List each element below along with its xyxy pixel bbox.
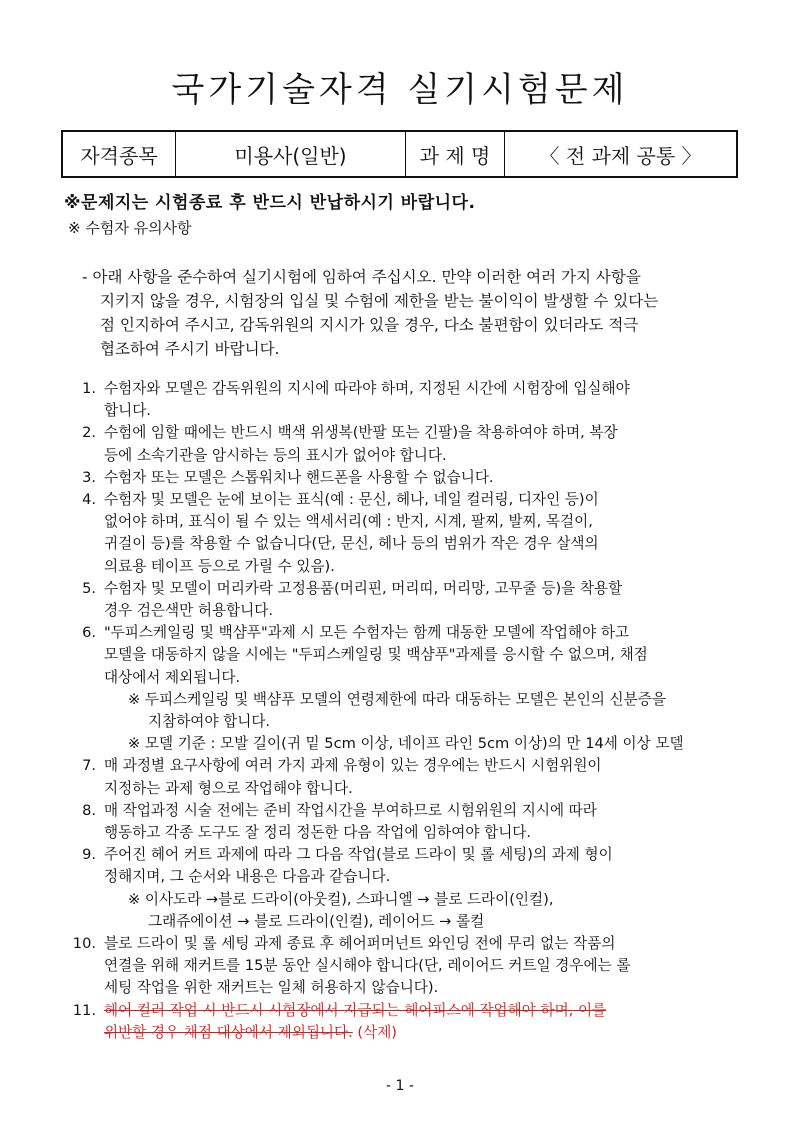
item-line: 수험자 및 모델은 눈에 보이는 표식(예 : 문신, 헤나, 네일 컬러링, 디자인 등)이 (104, 491, 599, 509)
deleted-text: 헤어 컬러 작업 시 반드시 시험장에서 지급되는 헤어피스에 작업해야 하며, 이를 (104, 1001, 607, 1019)
intro-line: 점 인지하여 주시고, 감독위원의 지시가 있을 경우, 다소 불편함이 있더라도 적극 (100, 316, 639, 334)
list-item (66, 578, 756, 622)
list-item (66, 489, 756, 578)
item-number: 11. (72, 1001, 96, 1019)
list-item (66, 800, 756, 844)
deleted-line (104, 1022, 756, 1044)
item-line: 행동하고 각종 도구도 잘 정리 정돈한 다음 작업에 임하여야 합니다. (104, 824, 532, 842)
rules-list (66, 378, 756, 1044)
item-line: "두피스케일링 및 백샴푸"과제 시 모든 수험자는 함께 대동한 모델에 작업해야 하고 (104, 624, 630, 642)
list-item-deleted (66, 1000, 756, 1044)
item-line: 의료용 테이프 등으로 가릴 수 있음). (104, 557, 335, 575)
item-line: 합니다. (104, 402, 151, 420)
item-number: 1. (82, 380, 96, 397)
item-body (104, 1000, 756, 1044)
intro-line: 협조하여 주시기 바랍니다. (100, 340, 280, 358)
list-item (66, 378, 756, 422)
item-body (104, 422, 756, 466)
item-line: 수험자와 모델은 감독위원의 지시에 따라야 하며, 지정된 시간에 시험장에 입실해야 (104, 380, 630, 397)
item-line: 세팅 작업을 위한 재커트는 일체 허용하지 않습니다). (104, 979, 439, 997)
item-body (104, 489, 756, 578)
item-line: 수험자 및 모델이 머리카락 고정용품(머리핀, 머리띠, 머리망, 고무줄 등)을 착용할 (104, 579, 623, 597)
item-line: 매 과정별 요구사항에 여러 가지 과제 유형이 있는 경우에는 반드시 시험위원이 (104, 757, 602, 775)
intro-paragraph (82, 265, 752, 361)
item-line: 지정하는 과제 형으로 작업해야 합니다. (104, 779, 353, 797)
item-line: 주어진 헤어 커트 과제에 따라 그 다음 작업(블로 드라이 및 롤 세팅)의 과제 형이 (104, 846, 613, 864)
item-line: 블로 드라이 및 롤 세팅 과제 종료 후 헤어퍼머넌트 와인딩 전에 무리 없는 작품의 (104, 935, 616, 953)
item-number: 5. (82, 579, 96, 597)
item-number: 6. (82, 624, 96, 642)
item-line: 수험에 임할 때에는 반드시 백색 위생복(반팔 또는 긴팔)을 착용하여야 하며, 복장 (104, 424, 618, 442)
item-number: 10. (72, 935, 96, 953)
exam-info-table (61, 130, 738, 178)
list-item (66, 755, 756, 799)
sub-note-line: 그래쥬에이션 → 블로 드라이(인컬), 레이어드 → 롤컬 (148, 912, 485, 930)
list-item (66, 844, 756, 933)
item-line: 매 작업과정 시술 전에는 준비 작업시간을 부여하므로 시험위원의 지시에 따라 (104, 801, 597, 819)
item-number: 4. (82, 491, 96, 509)
item-number: 3. (82, 468, 96, 486)
category-value: 미용사(일반) (176, 131, 406, 177)
category-label: 자격종목 (62, 131, 176, 177)
item-body (104, 933, 756, 1000)
list-item (66, 933, 756, 1000)
sub-note-line: ※ 모델 기준 : 모발 길이(귀 밑 5cm 이상, 네이프 라인 5cm 이상)의 만 14세 이상 모델 (128, 735, 684, 753)
item-number: 2. (82, 424, 96, 442)
list-item (66, 622, 756, 755)
caution-heading: ※ 수험자 유의사항 (68, 219, 192, 237)
item-body (104, 755, 756, 799)
page-number: - 1 - (386, 1078, 414, 1094)
item-line: 경우 검은색만 허용합니다. (104, 602, 273, 620)
sub-note-line: ※ 이사도라 →블로 드라이(아웃컬), 스파니엘 → 블로 드라이(인컬), (128, 890, 554, 908)
item-body (104, 467, 756, 489)
item-line: 모델을 대동하지 않을 시에는 "두피스케일링 및 백샴푸"과제를 응시할 수 없으며, 채점 (104, 646, 648, 664)
item-line: 없어야 하며, 표식이 될 수 있는 액세서리(예 : 반지, 시계, 팔찌, 발찌, 목걸이, (104, 513, 593, 531)
deleted-note: (삭제) (357, 1023, 397, 1041)
sub-note-line: ※ 두피스케일링 및 백샴푸 모델의 연령제한에 따라 대동하는 모델은 본인의 신분증을 (128, 690, 666, 708)
intro-line: - 아래 사항을 준수하여 실기시험에 임하여 주십시오. 만약 이러한 여러 가지 사항을 (82, 268, 641, 286)
item-body (104, 622, 756, 755)
list-item (66, 467, 756, 489)
sub-note (104, 889, 756, 933)
return-notice: ※문제지는 시험종료 후 반드시 반납하시기 바랍니다. (64, 193, 476, 213)
item-line: 수험자 또는 모델은 스톱워치나 핸드폰을 사용할 수 없습니다. (104, 468, 494, 486)
item-line: 귀걸이 등)를 착용할 수 없습니다(단, 문신, 헤나 등의 범위가 작은 경우 살색의 (104, 535, 599, 553)
task-label: 과 제 명 (406, 131, 505, 177)
list-item (66, 422, 756, 466)
sub-note-line: 지참하여야 합니다. (148, 713, 271, 731)
item-line: 정해지며, 그 순서와 내용은 다음과 같습니다. (104, 868, 391, 886)
item-body (104, 800, 756, 844)
deleted-line (104, 1000, 756, 1022)
item-number: 7. (82, 757, 96, 775)
intro-line: 지키지 않을 경우, 시험장의 입실 및 수험에 제한을 받는 불이익이 발생할 수 있다는 (100, 292, 659, 310)
item-line: 연결을 위해 재커트를 15분 동안 실시해야 합니다(단, 레이어드 커트일 경우에는 롤 (104, 957, 631, 975)
sub-note (104, 689, 756, 733)
item-line: 등에 소속기관을 암시하는 등의 표시가 없어야 합니다. (104, 446, 447, 464)
item-body (104, 844, 756, 933)
item-number: 9. (82, 846, 96, 864)
task-value: 〈 전 과제 공통 〉 (505, 131, 738, 177)
item-body (104, 378, 756, 422)
page-title: 국가기술자격 실기시험문제 (171, 70, 629, 110)
item-body (104, 578, 756, 622)
item-number: 8. (82, 801, 96, 819)
deleted-text: 위반할 경우 채점 대상에서 제외됩니다. (104, 1023, 353, 1041)
sub-note (104, 733, 756, 755)
item-line: 대상에서 제외됩니다. (104, 668, 241, 686)
